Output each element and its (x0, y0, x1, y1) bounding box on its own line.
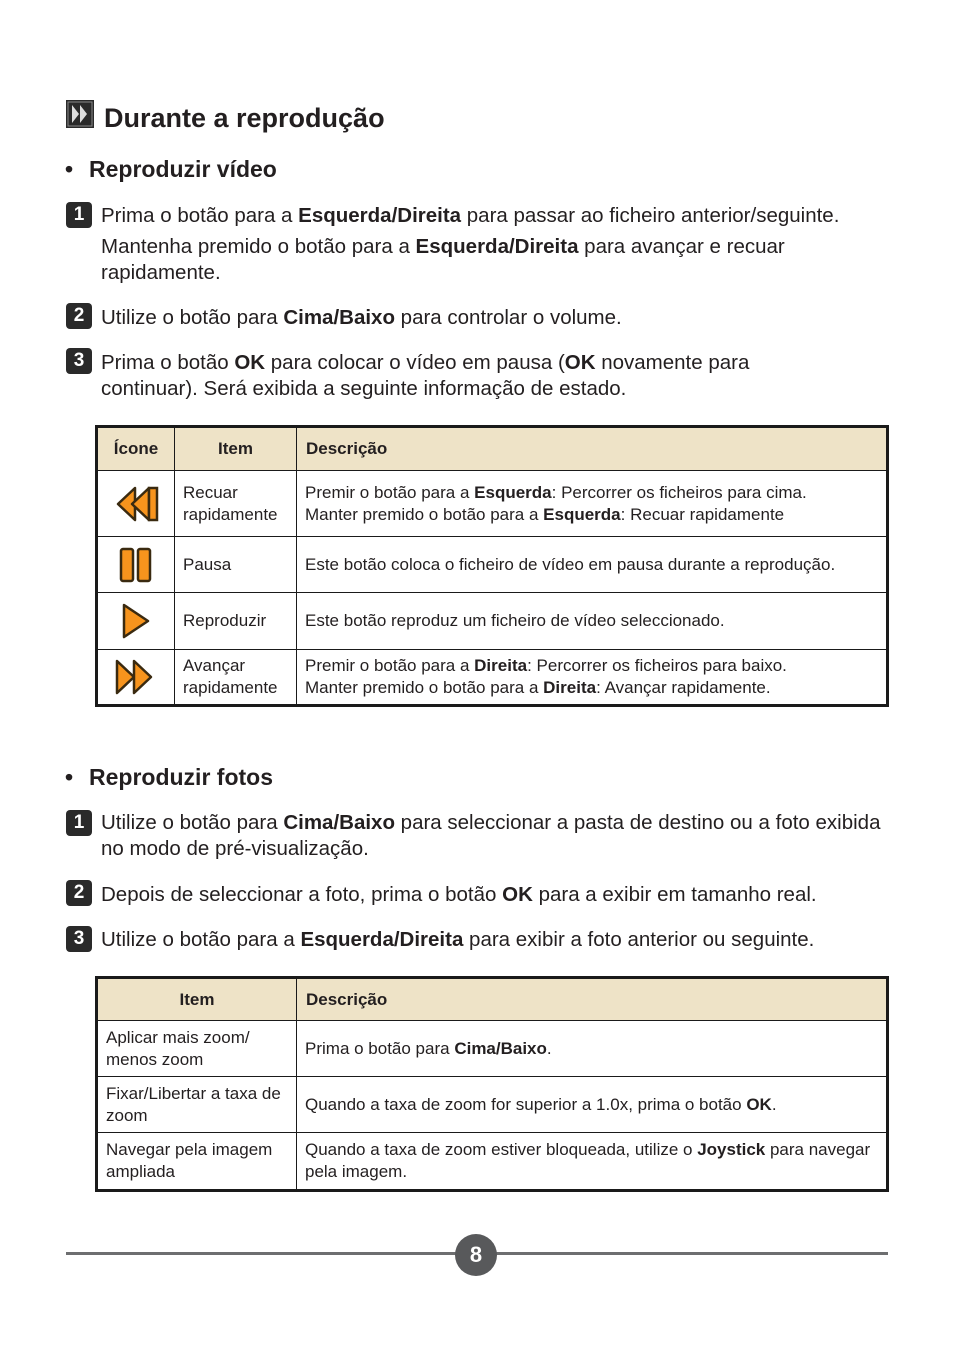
step-badge: 2 (66, 880, 92, 906)
page-number: 8 (455, 1234, 497, 1276)
table-header-row (97, 978, 888, 1021)
step-text: Prima o botão OK para colocar o vídeo em pausa (OK novamente para continuar). Será exibida a seguinte informação de estado. (101, 351, 750, 400)
column-header: Item (175, 427, 297, 471)
step-text: Depois de seleccionar a foto, prima o botão OK para a exibir em tamanho real. (101, 883, 817, 906)
rewind-icon (97, 471, 175, 537)
table-row (97, 650, 888, 706)
table-row (97, 593, 888, 650)
column-header: Descrição (297, 978, 888, 1021)
item-label: Navegar pela imagem ampliada (97, 1133, 297, 1191)
column-header: Ícone (97, 427, 175, 471)
step-badge: 3 (66, 348, 92, 374)
page-title: Durante a reprodução (104, 103, 385, 133)
step-text: Utilize o botão para a Esquerda/Direita para exibir a foto anterior ou seguinte. (101, 928, 815, 951)
video-status-table (95, 425, 889, 707)
step-text: Utilize o botão para Cima/Baixo para seleccionar a pasta de destino ou a foto exibida no modo de pré-visualização. (101, 811, 881, 860)
fast-forward-icon (97, 650, 175, 706)
description: Este botão coloca o ficheiro de vídeo em pausa durante a reprodução. (297, 537, 888, 593)
section-heading-video: • Reproduzir vídeo (65, 156, 277, 182)
table-row (97, 1021, 888, 1077)
step-badge: 1 (66, 810, 92, 836)
item-label: Fixar/Libertar a taxa de zoom (97, 1077, 297, 1133)
table-row (97, 471, 888, 537)
play-icon (97, 593, 175, 650)
description: Premir o botão para a Direita: Percorrer os ficheiros para baixo. Manter premido o botão para a Direita: Avançar rapidamente. (297, 650, 888, 706)
step-text: Utilize o botão para Cima/Baixo para controlar o volume. (101, 306, 622, 329)
table-row (97, 1133, 888, 1191)
playback-mode-icon (66, 100, 94, 128)
step-badge: 1 (66, 202, 92, 228)
column-header: Descrição (297, 427, 888, 471)
table-row (97, 537, 888, 593)
section-heading-photos: • Reproduzir fotos (65, 764, 273, 790)
item-label: Recuar rapidamente (175, 471, 297, 537)
photo-controls-table (95, 976, 889, 1192)
description: Quando a taxa de zoom for superior a 1.0x, prima o botão OK. (297, 1077, 888, 1133)
description: Prima o botão para Cima/Baixo. (297, 1021, 888, 1077)
step-badge: 3 (66, 926, 92, 952)
table-row (97, 1077, 888, 1133)
description: Premir o botão para a Esquerda: Percorrer os ficheiros para cima. Manter premido o botão para a Esquerda: Recuar rapidamente (297, 471, 888, 537)
item-label: Pausa (175, 537, 297, 593)
item-label: Avançar rapidamente (175, 650, 297, 706)
item-label: Reproduzir (175, 593, 297, 650)
table-header-row (97, 427, 888, 471)
step-badge: 2 (66, 303, 92, 329)
description: Este botão reproduz um ficheiro de vídeo seleccionado. (297, 593, 888, 650)
description: Quando a taxa de zoom estiver bloqueada, utilize o Joystick para navegar pela imagem. (297, 1133, 888, 1191)
step-text: Prima o botão para a Esquerda/Direita para passar ao ficheiro anterior/seguinte. Mantenha premido o botão para a Esquerda/Direita para avançar e recuar rapidamente. (101, 204, 840, 284)
pause-icon (97, 537, 175, 593)
item-label: Aplicar mais zoom/ menos zoom (97, 1021, 297, 1077)
column-header: Item (97, 978, 297, 1021)
